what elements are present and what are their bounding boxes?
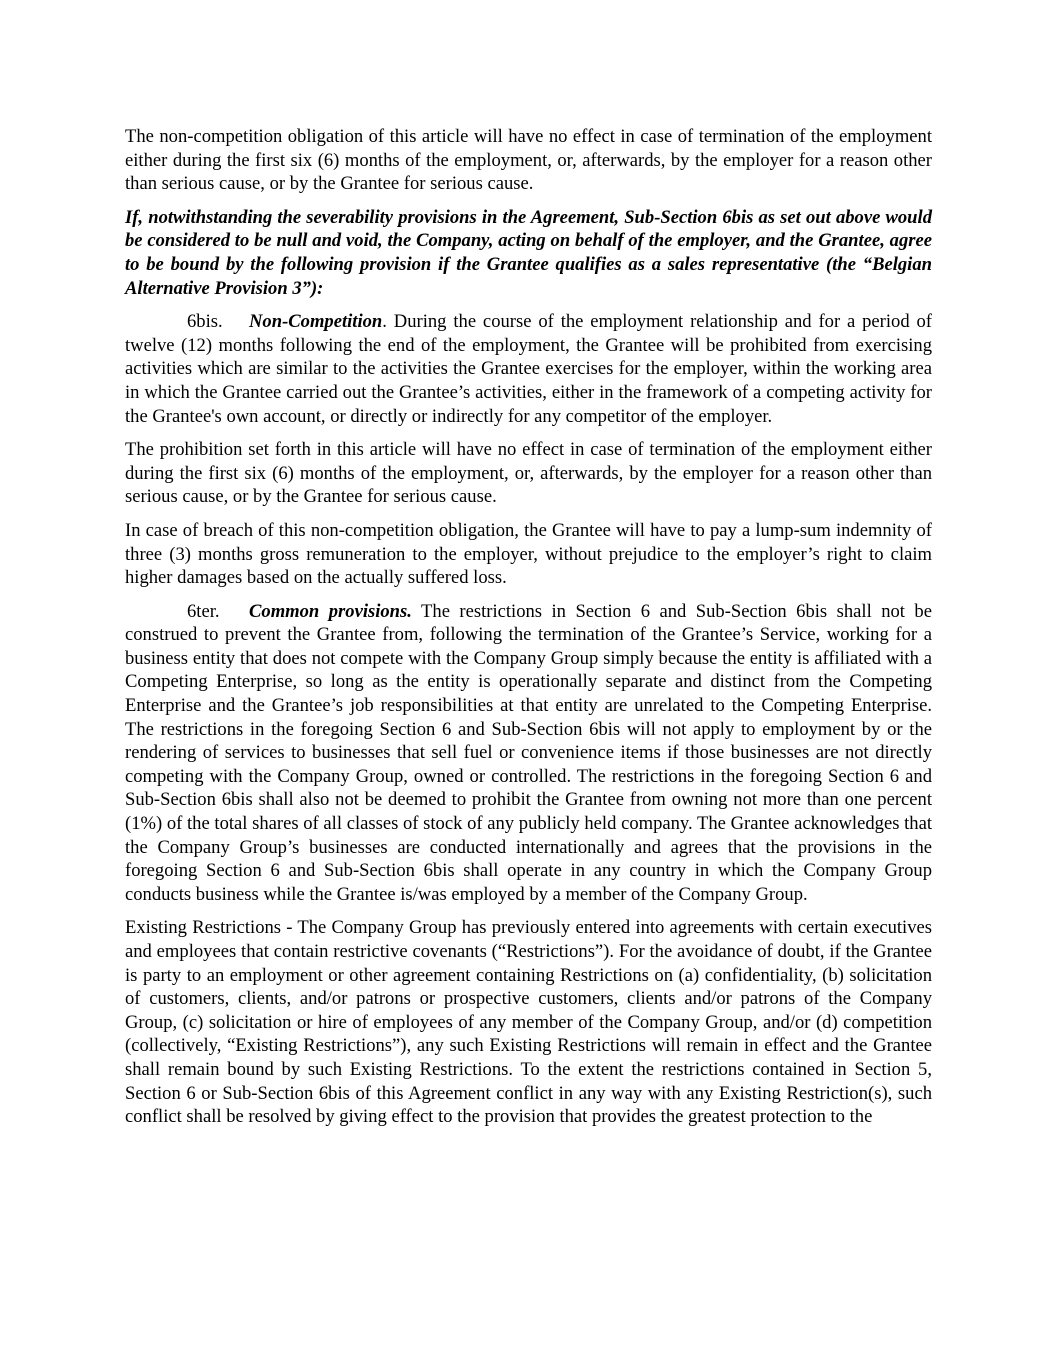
section-6bis-heading-period: . (382, 311, 387, 333)
section-6bis-number: 6bis. (187, 311, 223, 333)
breach-indemnity-paragraph: In case of breach of this non-competition obligation, the Grantee will have to pay a lump-sum indemnity of three (3) months gross remuneration to the employer, without prejudice to the employer’s right to claim higher damages based on the actually suffered loss. (125, 519, 932, 589)
section-6bis-heading: Non-Competition (249, 311, 383, 333)
prohibition-termination-paragraph: The prohibition set forth in this article will have no effect in case of termination of the employment either during the first six (6) months of the employment, or, afterwards, by the employer for a reason other than serious cause, or by the Grantee for serious cause. (125, 439, 932, 508)
section-6bis-paragraph (125, 310, 932, 428)
existing-restrictions-paragraph: Existing Restrictions - The Company Group has previously entered into agreements with certain executives and employees that contain restrictive covenants (“Restrictions”). For the avoidance of doubt, if the Grantee is party to an employment or other agreement containing Restrictions on (a) confidentiality, (b) solicitation of customers, clients, and/or patrons or prospective customers, clients and/or patrons of the Company Group, (c) solicitation or hire of employees of any member of the Company Group, and/or (d) competition (collectively, “Existing Restrictions”), any such Existing Restrictions will remain in effect and the Grantee shall remain bound by such Existing Restrictions. To the extent the restrictions contained in Section 5, Section 6 or Sub-Section 6bis of this Agreement conflict in any way with any Existing Restriction(s), such conflict shall be resolved by giving effect to the provision that provides the greatest protection to the (125, 917, 932, 1128)
belgian-alternative-provision-intro: If, notwithstanding the severability provisions in the Agreement, Sub-Section 6bis as set out above would be considered to be null and void, the Company, acting on behalf of the employer, and the Grantee, agree to be bound by the following provision if the Grantee qualifies as a sales representative (the “Belgian Alternative Provision 3”): (125, 206, 932, 299)
section-6ter-number: 6ter. (187, 600, 220, 622)
section-6ter-heading: Common provisions. (249, 600, 412, 622)
non-competition-termination-paragraph: The non-competition obligation of this article will have no effect in case of termination of the employment either during the first six (6) months of the employment, or, afterwards, by the employer for a reason other than serious cause, or by the Grantee for serious cause. (125, 126, 932, 195)
document-page (125, 125, 932, 1139)
section-6ter-paragraph (125, 600, 932, 907)
section-6ter-body: The restrictions in Section 6 and Sub-Section 6bis shall not be construed to prevent the Grantee from, following the termination of the Grantee’s Service, working for a business entity that does not compete with the Company Group simply because the entity is affiliated with a Competing Enterprise, so long as the entity is operationally separate and distinct from the Competing Enterprise and the Grantee’s job responsibilities at that entity are unrelated to the Competing Enterprise. The restrictions in the foregoing Section 6 and Sub-Section 6bis will not apply to employment by or the rendering of services to businesses that sell fuel or convenience items if those businesses are not directly competing with the Company Group, owned or controlled. The restrictions in the foregoing Section 6 and Sub-Section 6bis shall also not be deemed to prohibit the Grantee from owning not more than one percent (1%) of the total shares of all classes of stock of any publicly held company. The Grantee acknowledges that the Company Group’s businesses are conducted internationally and agrees that the provisions in the foregoing Section 6 and Sub-Section 6bis shall operate in any country in which the Company Group conducts business while the Grantee is/was employed by a member of the Company Group. (125, 600, 932, 905)
section-6bis-body: During the course of the employment relationship and for a period of twelve (12) months following the end of the employment, the Grantee will be prohibited from exercising activities which are similar to the activities the Grantee exercises for the employer, within the working area in which the Grantee carried out the Grantee’s activities, either in the framework of a competing activity for the Grantee's own account, or directly or indirectly for any competitor of the employer. (125, 311, 932, 427)
